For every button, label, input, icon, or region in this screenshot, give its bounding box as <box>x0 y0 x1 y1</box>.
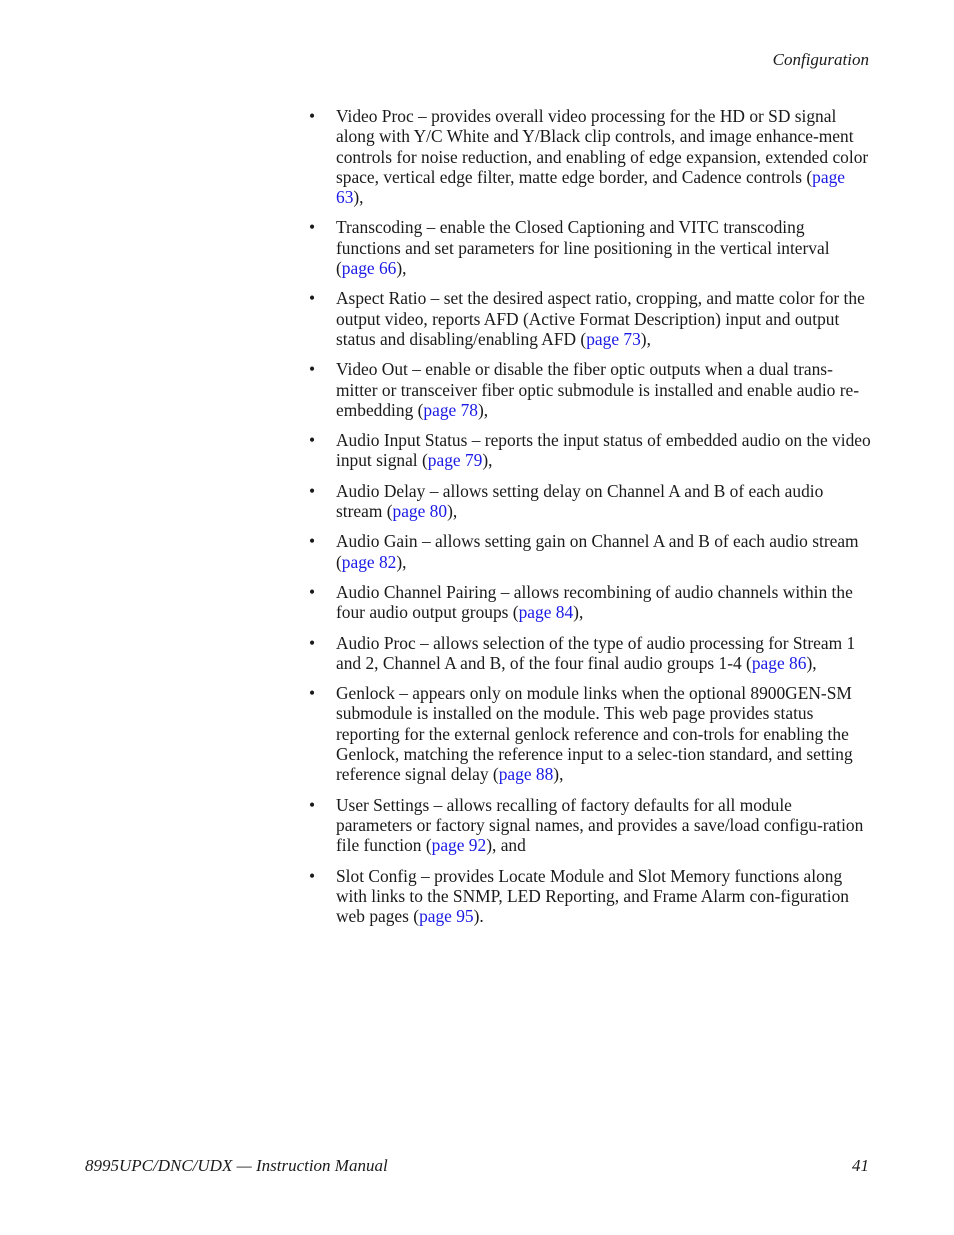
item-text: Audio Channel Pairing – allows recombining of audio channels within the four audio output groups ( <box>336 581 853 623</box>
page-link[interactable]: page 95 <box>419 906 474 927</box>
item-tail: ), <box>478 399 489 420</box>
page-link[interactable]: page 80 <box>392 501 448 522</box>
list-item-user-settings <box>309 795 871 856</box>
list-item-audio-proc <box>309 633 871 674</box>
bullet-icon: • <box>309 430 316 451</box>
item-tail: ), <box>806 652 817 673</box>
item-text: Audio Gain – allows setting gain on Channel A and B of each audio stream ( <box>336 531 859 572</box>
page-link[interactable]: page 82 <box>341 551 397 572</box>
bullet-icon: • <box>309 581 316 602</box>
bullet-icon: • <box>309 865 316 886</box>
running-header: Configuration <box>772 50 869 69</box>
footer-manual-title: 8995UPC/DNC/UDX — Instruction Manual <box>85 1156 388 1175</box>
list-item-video-out <box>309 359 871 420</box>
bullet-icon: • <box>309 480 316 501</box>
list-item-audio-channel-pairing <box>309 582 871 623</box>
page-link[interactable]: page 73 <box>586 328 641 349</box>
bullet-icon: • <box>309 632 316 653</box>
item-text: Genlock – appears only on module links when the optional 8900GEN-SM submodule is installed on the module. This web page provides status reporting for the external genlock reference and con-trols for enabling the Genlock, matching the reference input to a selec-tion standard, and setting reference signal delay ( <box>336 683 853 785</box>
page-link[interactable]: page 79 <box>427 450 483 471</box>
item-tail: ), <box>482 450 493 471</box>
item-text: User Settings – allows recalling of factory defaults for all module parameters or factory signal names, and provides a save/load configu-ration file function ( <box>336 794 864 856</box>
page-link[interactable]: page 66 <box>341 258 397 279</box>
item-tail: ), <box>573 602 584 623</box>
list-item-audio-input-status <box>309 430 871 471</box>
page-link[interactable]: page 78 <box>423 399 478 420</box>
item-tail: ), <box>396 551 407 572</box>
item-tail: ), <box>553 764 564 785</box>
list-item-audio-delay <box>309 481 871 522</box>
page-link[interactable]: page 63 <box>336 166 845 208</box>
item-tail: ), <box>396 258 407 279</box>
item-tail: ), <box>353 187 364 208</box>
feature-list <box>309 106 871 936</box>
bullet-icon: • <box>309 359 316 380</box>
item-tail: ), <box>640 328 651 349</box>
bullet-icon: • <box>309 217 316 238</box>
item-tail: ), and <box>486 835 526 856</box>
page-link[interactable]: page 88 <box>498 764 554 785</box>
item-tail: ). <box>473 906 484 927</box>
list-item-aspect-ratio <box>309 288 871 349</box>
bullet-icon: • <box>309 683 316 704</box>
bullet-icon: • <box>309 531 316 552</box>
footer-page-number: 41 <box>852 1156 869 1175</box>
list-item-slot-config <box>309 866 871 927</box>
bullet-icon: • <box>309 794 316 815</box>
item-text: Video Out – enable or disable the fiber optic outputs when a dual trans-mitter or transceiver fiber optic submodule is installed and enable audio re-embedding ( <box>336 359 859 420</box>
list-item-video-proc <box>309 106 871 207</box>
page-link[interactable]: page 84 <box>518 602 574 623</box>
item-text: Slot Config – provides Locate Module and Slot Memory functions along with links to the SNMP, LED Reporting, and Frame Alarm con-figuration web pages ( <box>336 865 849 927</box>
page-link[interactable]: page 92 <box>431 835 487 856</box>
bullet-icon: • <box>309 288 316 309</box>
item-text: Video Proc – provides overall video processing for the HD or SD signal along with Y/C White and Y/Black clip controls, and image enhance-ment controls for noise reduction, and enabling of edge expansion, extended color space, vertical edge filter, matte edge border, and Cadence controls ( <box>336 106 869 187</box>
item-text: Audio Proc – allows selection of the type of audio processing for Stream 1 and 2, Channel A and B, of the four final audio groups 1-4 ( <box>336 632 856 673</box>
item-text: Audio Delay – allows setting delay on Channel A and B of each audio stream ( <box>336 480 824 522</box>
list-item-genlock <box>309 683 871 784</box>
page-link[interactable]: page 86 <box>751 652 807 673</box>
item-tail: ), <box>447 501 458 522</box>
list-item-audio-gain <box>309 531 871 572</box>
item-text: Audio Input Status – reports the input status of embedded audio on the video input signal ( <box>336 430 871 471</box>
bullet-icon: • <box>309 106 316 126</box>
list-item-transcoding <box>309 217 871 278</box>
item-text: Transcoding – enable the Closed Captioning and VITC transcoding functions and set parameters for line positioning in the vertical interval ( <box>336 217 830 279</box>
item-text: Aspect Ratio – set the desired aspect ratio, cropping, and matte color for the output video, reports AFD (Active Format Description) input and output status and disabling/enabling AFD ( <box>336 288 865 349</box>
